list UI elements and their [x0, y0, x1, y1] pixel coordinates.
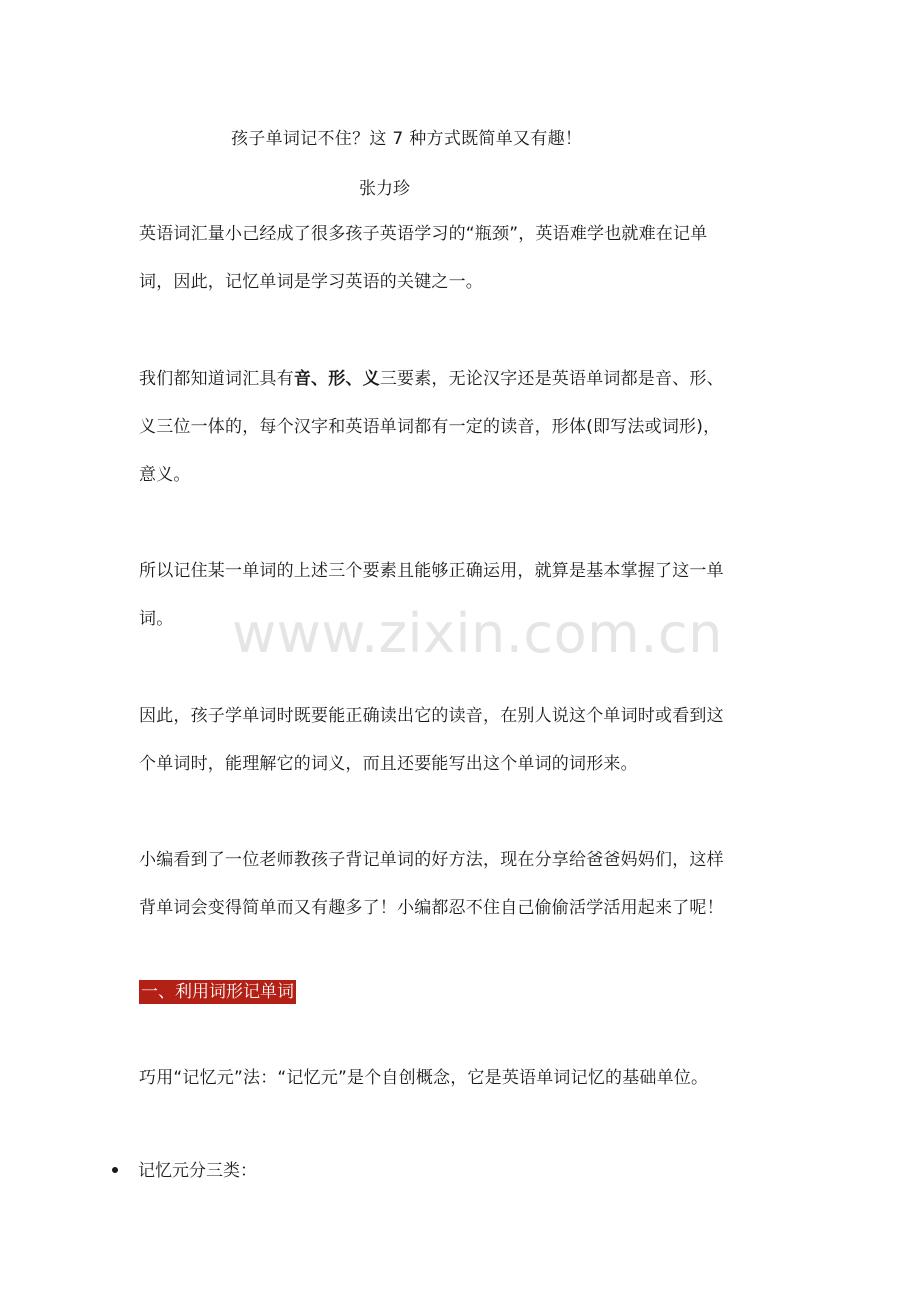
text-run: 我们都知道词汇具有: [139, 369, 294, 389]
paragraph-line: 背单词会变得简单而又有趣多了！小编都忍不住自己偷偷活学活用起来了呢！: [139, 898, 724, 918]
paragraph-line: 词，因此，记忆单词是学习英语的关键之一。: [139, 272, 483, 292]
paragraph-line: 英语词汇量小己经成了很多孩子英语学习的“瓶颈”，英语难学也就难在记单: [139, 224, 708, 244]
paragraph-three-elements: [139, 355, 819, 499]
paragraph-learning: [139, 692, 799, 788]
watermark: www.zixin.com.cn: [232, 602, 723, 665]
paragraph-memory-unit: [139, 1054, 799, 1102]
bullet-text: 记忆元分三类：: [138, 1161, 257, 1181]
paragraph-line: 因此，孩子学单词时既要能正确读出它的读音，在别人说这个单词时或看到这: [139, 706, 724, 726]
paragraph-line: [139, 355, 819, 403]
paragraph-line: 词。: [139, 609, 174, 629]
paragraph-line: 个单词时，能理解它的词义，而且还要能写出这个单词的词形来。: [139, 754, 638, 774]
paragraph-line: 所以记住某一单词的上述三个要素且能够正确运用，就算是基本掌握了这一单: [139, 561, 724, 581]
paragraph-mastery: [139, 547, 799, 643]
paragraph-line: 义三位一体的，每个汉字和英语单词都有一定的读音，形体(即写法或词形)，: [139, 417, 721, 437]
paragraph-intro: [139, 210, 799, 306]
document-title: 孩子单词记不住？这 7 种方式既简单又有趣！: [231, 129, 583, 149]
bullet-list-item: [112, 1156, 257, 1181]
section-heading: 一、利用词形记单词: [141, 982, 294, 1002]
paragraph-line: 意义。: [139, 465, 191, 485]
paragraph-line: 巧用“记忆元”法：“记忆元”是个自创概念，它是英语单词记忆的基础单位。: [139, 1068, 709, 1088]
bullet-icon: [112, 1167, 118, 1173]
document-author: 张力珍: [359, 179, 410, 199]
emphasis-text: 音、形、义: [293, 369, 380, 389]
paragraph-share: [139, 836, 799, 932]
text-run: 三要素，无论汉字还是英语单词都是音、形、: [379, 369, 724, 389]
paragraph-line: 小编看到了一位老师教孩子背记单词的好方法，现在分享给爸爸妈妈们，这样: [139, 850, 724, 870]
